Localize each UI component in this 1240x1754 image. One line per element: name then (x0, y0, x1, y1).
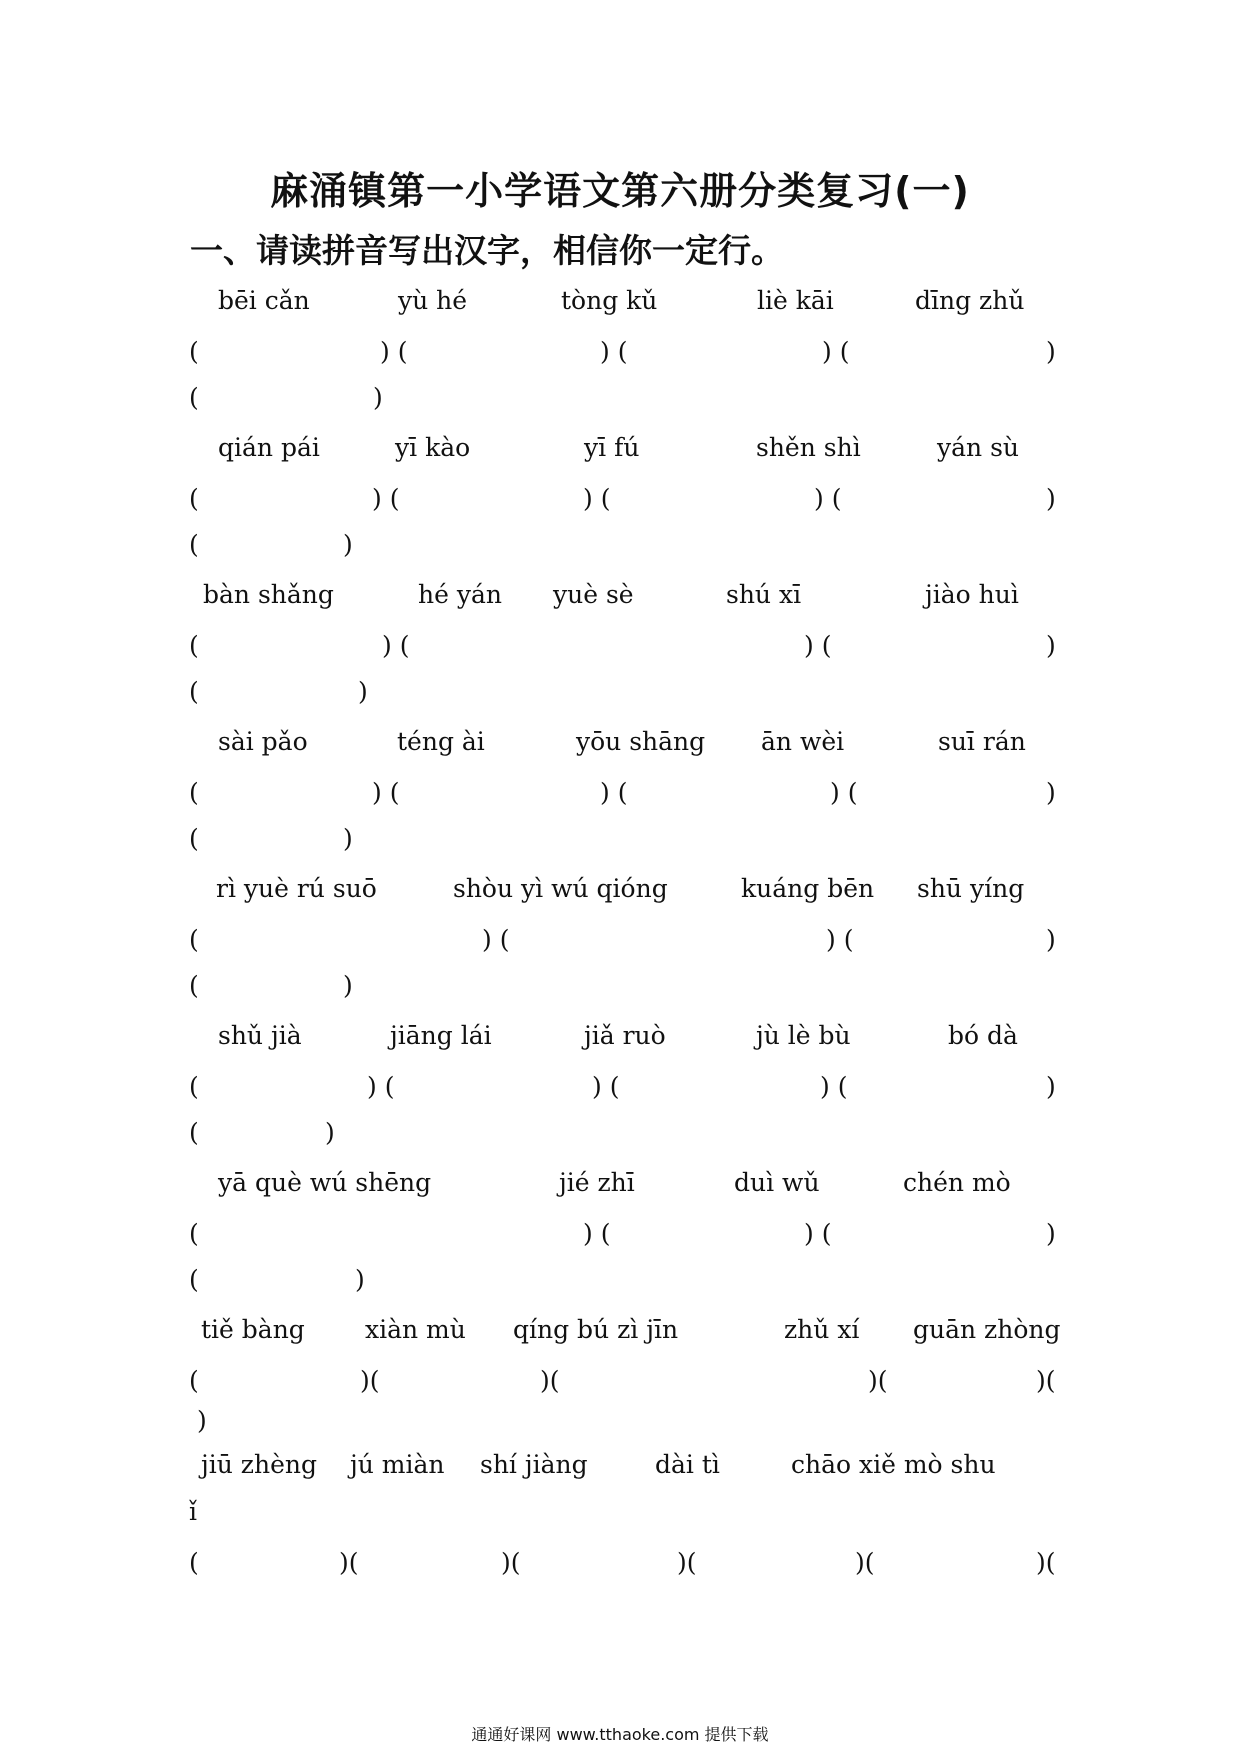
pinyin-word: chén mò (903, 1168, 1011, 1197)
pinyin-word: qián pái (218, 433, 320, 462)
pinyin-word: yù hé (398, 286, 468, 315)
section-heading: 一、请读拼音写出汉字，相信你一定行。 (190, 231, 784, 270)
pinyin-word: yán sù (937, 433, 1020, 462)
answer-bracket: ) (325, 1118, 335, 1147)
pinyin-word: yā què wú shēng (218, 1168, 432, 1197)
answer-bracket: ( (189, 677, 199, 706)
pinyin-word: dīng zhǔ (915, 286, 1025, 315)
pinyin-word: jú miàn (350, 1450, 445, 1479)
answer-bracket: ) ( (820, 1072, 848, 1101)
pinyin-word: bó dà (948, 1021, 1018, 1050)
pinyin-word: liè kāi (757, 286, 834, 315)
pinyin-word: shū yíng (917, 874, 1025, 903)
answer-bracket: ) ( (830, 778, 858, 807)
answer-bracket: )( (1036, 1548, 1056, 1577)
answer-bracket: )( (677, 1548, 697, 1577)
answer-bracket: ) ( (804, 1219, 832, 1248)
pinyin-word: dài tì (655, 1450, 720, 1479)
pinyin-word: suī rán (938, 727, 1026, 756)
pinyin-word: guān zhòng (913, 1315, 1061, 1344)
pinyin-word: ǐ (189, 1497, 197, 1526)
answer-bracket: )( (540, 1366, 560, 1395)
footer-credit: 通通好课网 www.tthaoke.com 提供下载 (471, 1725, 769, 1744)
answer-bracket: ( (189, 631, 199, 660)
pinyin-word: qíng bú zì jīn (513, 1315, 679, 1344)
answer-bracket: ( (189, 1219, 199, 1248)
answer-bracket: ) ( (380, 337, 408, 366)
pinyin-word: ān wèi (761, 727, 845, 756)
answer-bracket: ( (189, 778, 199, 807)
answer-bracket: ( (189, 1072, 199, 1101)
pinyin-word: kuáng bēn (741, 874, 875, 903)
answer-bracket: ) (1046, 1219, 1056, 1248)
pinyin-word: jiāng lái (390, 1021, 492, 1050)
answer-bracket: ) (343, 824, 353, 853)
answer-bracket: ) ( (583, 1219, 611, 1248)
answer-bracket: ) ( (814, 484, 842, 513)
pinyin-word: jiào huì (925, 580, 1019, 609)
answer-bracket: ) (197, 1406, 207, 1435)
pinyin-word: duì wǔ (734, 1168, 820, 1197)
answer-bracket: ( (189, 1265, 199, 1294)
pinyin-word: shí jiàng (480, 1450, 588, 1479)
pinyin-word: hé yán (418, 580, 502, 609)
pinyin-word: bàn shǎng (203, 580, 334, 609)
answer-bracket: ( (189, 383, 199, 412)
pinyin-word: sài pǎo (218, 727, 308, 756)
answer-bracket: )( (501, 1548, 521, 1577)
answer-bracket: )( (855, 1548, 875, 1577)
answer-bracket: ( (189, 484, 199, 513)
pinyin-word: tòng kǔ (561, 286, 658, 315)
answer-bracket: ) (373, 383, 383, 412)
answer-bracket: ( (189, 1366, 199, 1395)
answer-bracket: ( (189, 971, 199, 1000)
answer-bracket: ( (189, 925, 199, 954)
answer-bracket: )( (360, 1366, 380, 1395)
pinyin-word: téng ài (397, 727, 485, 756)
answer-bracket: ( (189, 337, 199, 366)
pinyin-word: shòu yì wú qióng (453, 874, 668, 903)
pinyin-word: rì yuè rú suō (216, 874, 377, 903)
pinyin-word: tiě bàng (201, 1315, 305, 1344)
document-title: 麻涌镇第一小学语文第六册分类复习(一) (270, 169, 970, 213)
answer-bracket: ) (1046, 631, 1056, 660)
pinyin-word: jiū zhèng (201, 1450, 317, 1479)
answer-bracket: ) ( (600, 778, 628, 807)
pinyin-word: bēi cǎn (218, 286, 310, 315)
answer-bracket: ) ( (592, 1072, 620, 1101)
answer-bracket: ) (1046, 1072, 1056, 1101)
pinyin-word: shěn shì (756, 433, 861, 462)
pinyin-word: xiàn mù (365, 1315, 466, 1344)
pinyin-word: shǔ jià (218, 1021, 302, 1050)
answer-bracket: )( (1036, 1366, 1056, 1395)
answer-bracket: )( (868, 1366, 888, 1395)
pinyin-word: shú xī (726, 580, 802, 609)
pinyin-word: chāo xiě mò shu (791, 1450, 996, 1479)
answer-bracket: ( (189, 530, 199, 559)
answer-bracket: ) ( (367, 1072, 395, 1101)
pinyin-word: yī fú (584, 433, 640, 462)
pinyin-word: jù lè bù (756, 1021, 851, 1050)
pinyin-word: jié zhī (559, 1168, 635, 1197)
answer-bracket: ( (189, 824, 199, 853)
answer-bracket: ) (1046, 484, 1056, 513)
answer-bracket: ) ( (372, 778, 400, 807)
answer-bracket: ) (358, 677, 368, 706)
answer-bracket: ) ( (826, 925, 854, 954)
answer-bracket: ( (189, 1118, 199, 1147)
answer-bracket: ) (355, 1265, 365, 1294)
answer-bracket: ) (1046, 778, 1056, 807)
answer-bracket: ) ( (804, 631, 832, 660)
pinyin-word: jiǎ ruò (584, 1021, 666, 1050)
answer-bracket: ) ( (600, 337, 628, 366)
answer-bracket: ( (189, 1548, 199, 1577)
answer-bracket: )( (339, 1548, 359, 1577)
answer-bracket: ) ( (482, 925, 510, 954)
pinyin-word: yuè sè (553, 580, 634, 609)
pinyin-word: zhǔ xí (784, 1315, 860, 1344)
answer-bracket: ) (1046, 337, 1056, 366)
pinyin-word: yī kào (395, 433, 471, 462)
pinyin-word: yōu shāng (576, 727, 706, 756)
answer-bracket: ) ( (382, 631, 410, 660)
answer-bracket: ) ( (583, 484, 611, 513)
answer-bracket: ) (1046, 925, 1056, 954)
answer-bracket: ) ( (822, 337, 850, 366)
answer-bracket: ) ( (372, 484, 400, 513)
answer-bracket: ) (343, 971, 353, 1000)
answer-bracket: ) (343, 530, 353, 559)
